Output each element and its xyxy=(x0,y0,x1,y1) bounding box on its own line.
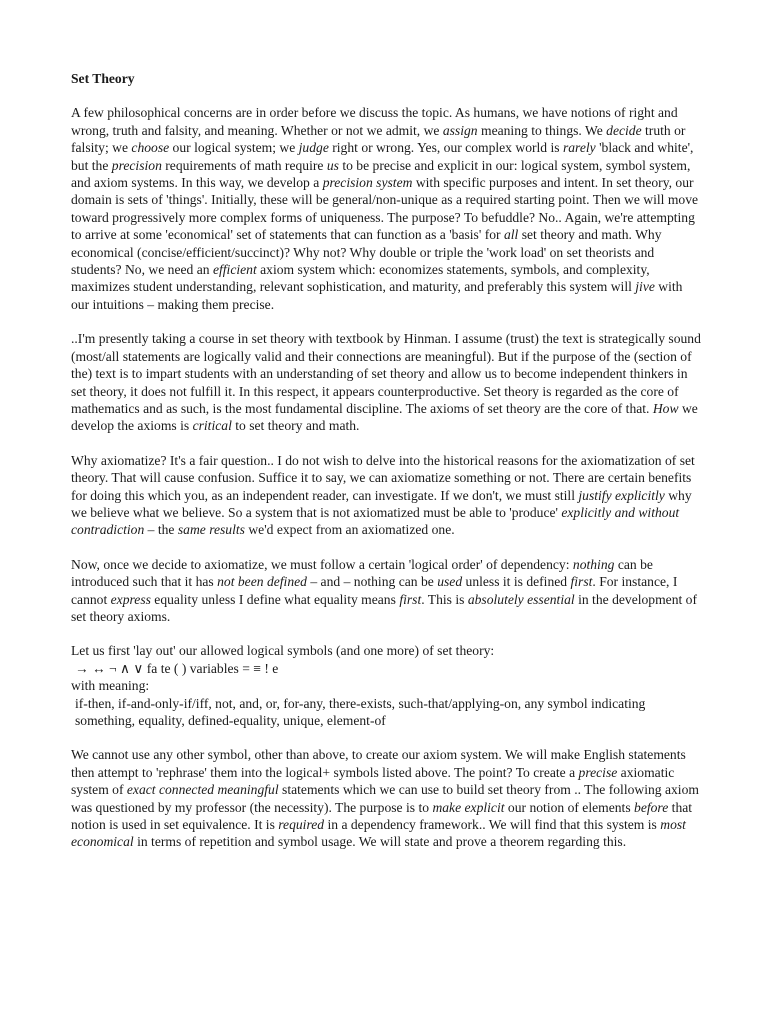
paragraph-why-axiomatize xyxy=(71,452,703,539)
text-run: meaning to things. We xyxy=(477,122,607,138)
text-run: – and – nothing can be xyxy=(306,574,438,590)
text-run: statements which we can use to build set theory from .. The following axiom was questioned by my professor (the necessity). The purpose is to xyxy=(71,782,699,815)
emphasis-text: critical xyxy=(192,418,232,434)
text-run: equality unless I define what equality means xyxy=(150,591,400,607)
text-run: A few philosophical concerns are in order before we discuss the topic. As humans, we have notions of right and wrong, truth and falsity, and meaning. Whether or not we admit, we xyxy=(71,105,678,138)
emphasis-text: explicitly and without contradiction xyxy=(71,504,680,538)
emphasis-text: express xyxy=(110,591,151,607)
emphasis-text: most economical xyxy=(71,817,686,850)
emphasis-text: same results xyxy=(177,522,245,538)
symbols-meanings: if-then, if-and-only-if/iff, not, and, or, for-any, there-exists, such-that/applying-on, any symbol indicating something, equality, defined-equality, unique, element-of xyxy=(75,695,646,728)
text-run: why we believe what we believe. So a system that is not axiomatized must be able to 'produce' xyxy=(71,487,692,520)
text-run: set theory and math. Why economical (concise/efficient/succinct)? Why not? Why double or triple the 'work load' on set theorists and students? No, we need an xyxy=(71,227,662,278)
emphasis-text: us xyxy=(326,157,339,173)
text-run: truth or falsity; we xyxy=(71,122,686,156)
text-run: in the development of set theory axioms. xyxy=(71,591,697,624)
text-run: . For instance, I cannot xyxy=(71,574,678,607)
symbols-section xyxy=(71,642,703,729)
text-run: We cannot use any other symbol, other than above, to create our axiom system. We will make English statements then attempt to 'rephrase' them into the logical+ symbols listed above. The point? To create a xyxy=(71,747,686,780)
text-run: right or wrong. Yes, our complex world is xyxy=(328,140,563,156)
text-run: – the xyxy=(144,522,178,538)
text-run: in terms of repetition and symbol usage. We will state and prove a theorem regarding this. xyxy=(133,834,627,850)
emphasis-text: used xyxy=(437,574,463,590)
text-run: axiom system which: economizes statements, symbols, and complexity, maximizes student understanding, relevant sophistication, and maturity, and preferably this system will xyxy=(71,262,650,295)
emphasis-text: required xyxy=(278,817,325,833)
emphasis-text: absolutely essential xyxy=(467,591,575,607)
emphasis-text: make explicit xyxy=(432,799,505,815)
text-run: Why axiomatize? It's a fair question.. I do not wish to delve into the historical reasons for the axiomatization of set theory. That will cause confusion. Suffice it to say, we can axiomatize something or not. There are certain benefits for doing this which you, as an independent reader, can investigate. If we don't, we must still xyxy=(71,452,695,503)
text-run: our logical system; we xyxy=(169,140,299,156)
paragraph-axiom-system xyxy=(71,746,703,850)
emphasis-text: before xyxy=(634,799,669,815)
emphasis-text: precision system xyxy=(322,175,413,191)
document-title: Set Theory xyxy=(71,71,135,86)
emphasis-text: not been defined xyxy=(217,574,307,590)
emphasis-text: all xyxy=(503,227,519,243)
emphasis-text: rarely xyxy=(562,140,596,156)
emphasis-text: exact connected meaningful xyxy=(126,782,279,798)
text-run: we develop the axioms is xyxy=(71,400,698,434)
emphasis-text: nothing xyxy=(572,556,615,572)
text-run: Now, once we decide to axiomatize, we must follow a certain 'logical order' of dependency: xyxy=(71,556,573,572)
paragraph-philosophical-concerns xyxy=(71,104,703,313)
emphasis-text: jive xyxy=(635,279,655,295)
symbols-intro: Let us first 'lay out' our allowed logical symbols (and one more) of set theory: xyxy=(71,643,495,659)
emphasis-text: judge xyxy=(298,140,329,156)
document-page xyxy=(71,70,703,868)
text-run: . This is xyxy=(421,591,468,607)
meaning-label: with meaning: xyxy=(71,678,150,694)
text-run: can be introduced such that it has xyxy=(71,556,653,590)
emphasis-text: precision xyxy=(111,157,162,173)
text-run: unless it is defined xyxy=(462,574,571,590)
text-run: in a dependency framework.. We will find that this system is xyxy=(324,817,661,833)
text-run: we'd expect from an axiomatized one. xyxy=(244,522,455,538)
text-run: 'black and white', but the xyxy=(71,140,694,173)
emphasis-text: assign xyxy=(442,122,478,138)
paragraph-hinman-course xyxy=(71,330,703,434)
emphasis-text: first xyxy=(570,574,593,590)
text-run: ..I'm presently taking a course in set theory with textbook by Hinman. I assume (trust) the text is strategically sound (most/all statements are logically valid and their connections are meaningful). But if the purpose of the (section of the) text is to impart students with an understanding of set theory and allow us to become independent thinkers in set theory, it does not fulfill it. In this respect, it appears counterproductive. Set theory is regarded as the core of mathematics and as such, is the most fundamental discipline. The axioms of set theory are the core of that. xyxy=(71,331,701,416)
emphasis-text: decide xyxy=(606,122,642,138)
emphasis-text: efficient xyxy=(212,262,257,278)
symbols-list: → ↔ ¬ ∧ ∨ fa te ( ) variables = ≡ ! e xyxy=(75,660,279,676)
text-run: requirements of math require xyxy=(161,157,327,173)
paragraph-logical-order xyxy=(71,556,703,626)
text-run: with our intuitions – making them precise. xyxy=(71,279,683,312)
text-run: that notion is used in set equivalence. It is xyxy=(71,799,693,833)
text-run: with specific purposes and intent. In set theory, our domain is sets of 'things'. Initially, these will be general/non-unique as a required starting point. Then we will move toward progressively more complex forms of uniqueness. The purpose? To befuddle? No.. Again, we're attempting to arrive at some 'economical' set of statements that can function as a 'basis' for xyxy=(71,175,699,243)
text-run: axiomatic system of xyxy=(71,764,675,798)
emphasis-text: justify explicitly xyxy=(578,487,665,503)
emphasis-text: first xyxy=(399,591,422,607)
text-run: to set theory and math. xyxy=(231,418,360,434)
emphasis-text: How xyxy=(652,400,679,416)
emphasis-text: choose xyxy=(131,140,170,156)
emphasis-text: precise xyxy=(578,764,618,780)
text-run: our notion of elements xyxy=(504,799,635,815)
text-run: to be precise and explicit in our: logical system, symbol system, and axiom systems. In this way, we develop a xyxy=(71,157,691,191)
